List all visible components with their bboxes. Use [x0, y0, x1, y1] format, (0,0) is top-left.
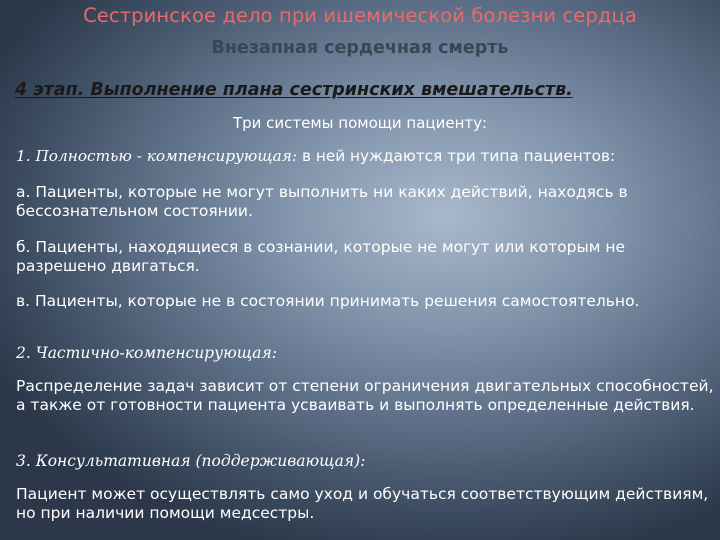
system-3-label: 3. Консультативная (поддерживающая): [16, 452, 366, 470]
slide-subtitle: Внезапная сердечная смерть [211, 38, 509, 58]
patient-type-b: б. Пациенты, находящиеся в сознании, которые не могут или которым не разрешено двигаться. [16, 238, 626, 275]
system-1-line [16, 147, 615, 166]
system-2-text: Распределение задач зависит от степени ограничения двигательных способностей, а также от готовности пациента усваивать и выполнять определенные действия. [16, 377, 714, 414]
patient-type-a: а. Пациенты, которые не могут выполнить ни каких действий, находясь в бессознательном состоянии. [16, 183, 628, 220]
system-1-label: 1. Полностью - компенсирующая: [16, 147, 298, 165]
system-2-label: 2. Частично-компенсирующая: [16, 344, 277, 362]
system-1-text: в ней нуждаются три типа пациентов: [297, 147, 616, 165]
stage-heading: 4 этап. Выполнение плана сестринских вмешательств. [15, 80, 573, 100]
intro-text: Три системы помощи пациенту: [232, 114, 488, 132]
patient-type-c: в. Пациенты, которые не в состоянии принимать решения самостоятельно. [16, 292, 640, 310]
slide-title: Сестринское дело при ишемической болезни сердца [83, 4, 637, 27]
system-3-text: Пациент может осуществлять само уход и обучаться соответствующим действиям, но при наличии помощи медсестры. [16, 485, 709, 522]
